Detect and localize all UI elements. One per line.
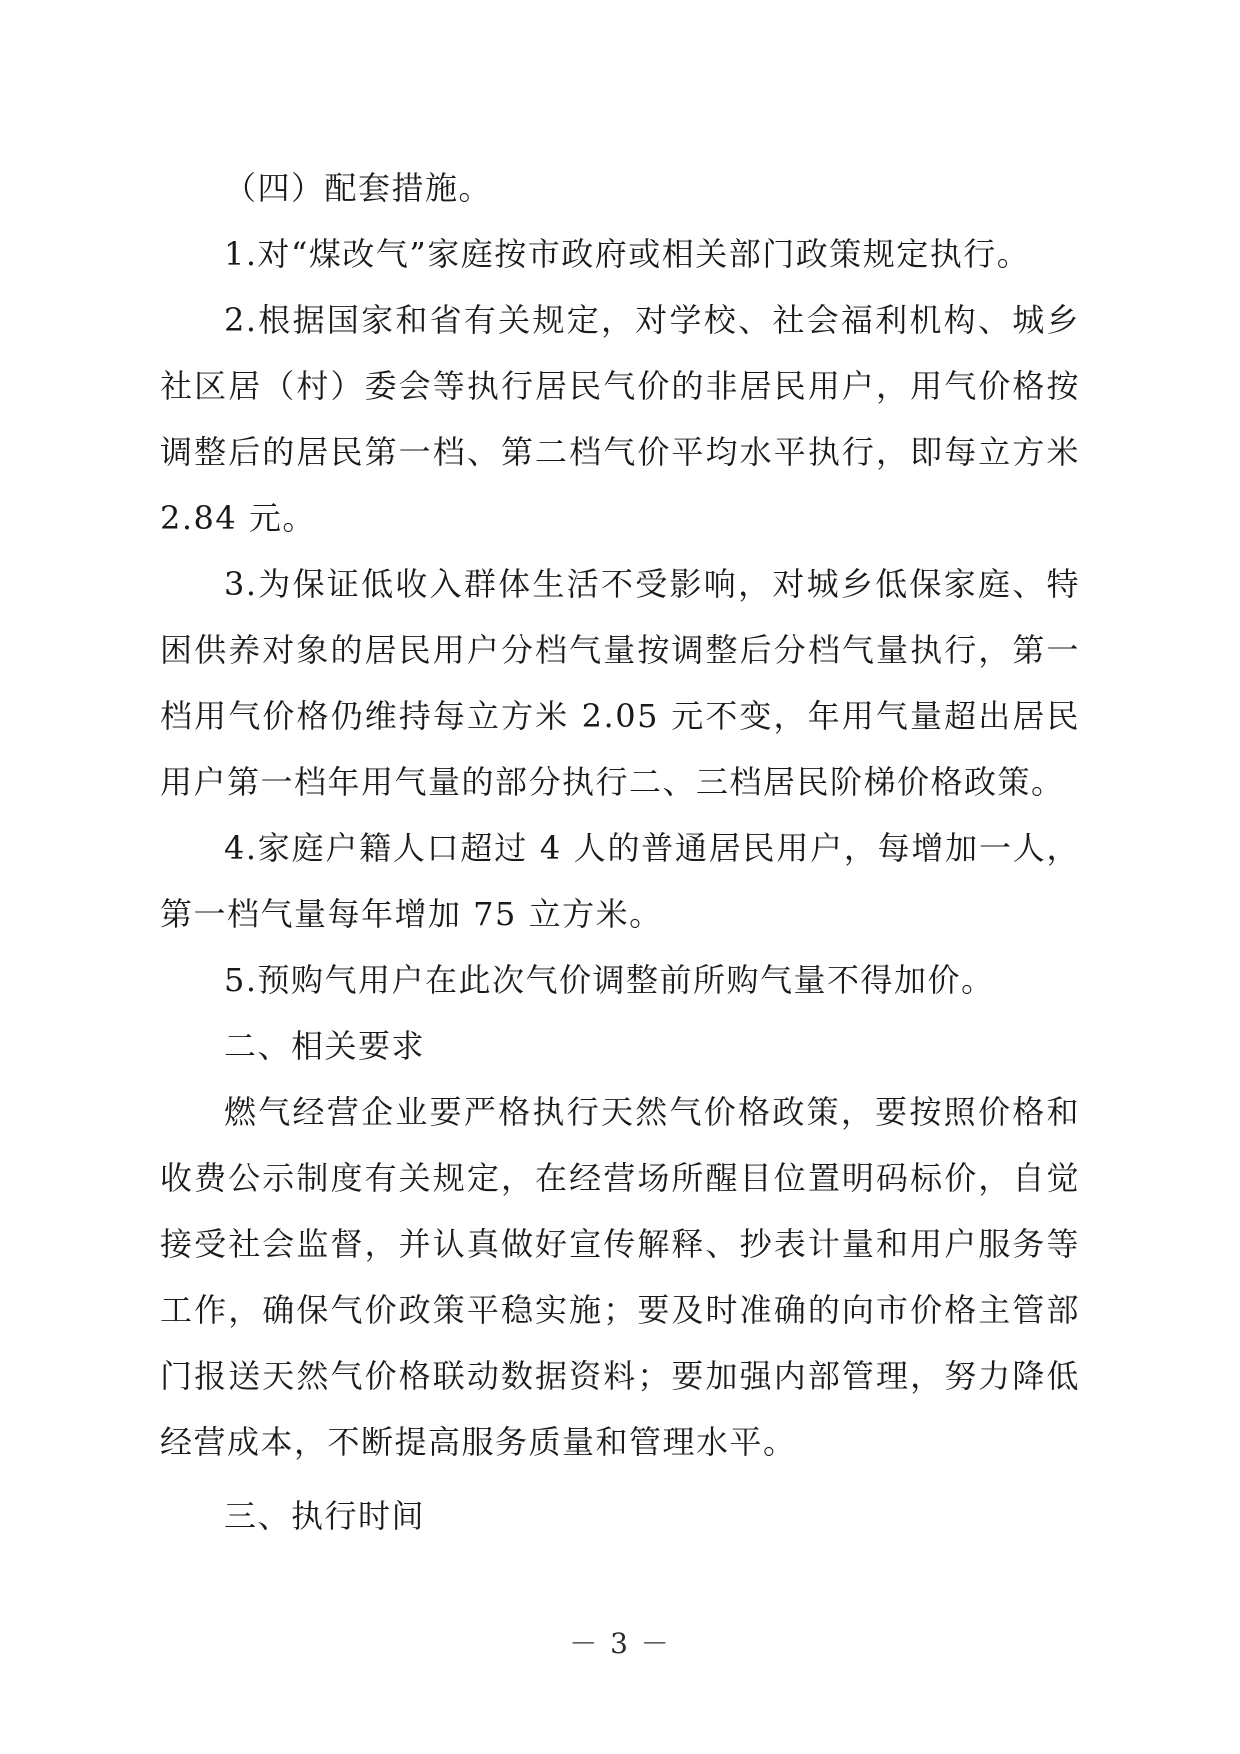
page-number: － 3 － [569, 1627, 671, 1660]
section-measures-title: （四）配套措施。 [224, 169, 493, 207]
section-2-body: 燃气经营企业要严格执行天然气价格政策，要按照价格和收费公示制度有关规定，在经营场所醒目位置明码标价，自觉接受社会监督，并认真做好宣传解释、抄表计量和用户服务等工作，确保气价政策平稳实施；要及时准确的向市价格主管部门报送天然气价格联动数据资料；要加强内部管理，努力降低经营成本，不断提高服务质量和管理水平。 [160, 1093, 1080, 1461]
measure-item-3: 3.为保证低收入群体生活不受影响，对城乡低保家庭、特困供养对象的居民用户分档气量按调整后分档气量执行，第一档用气价格仍维持每立方米 2.05 元不变，年用气量超出居民用户第一档年用气量的部分执行二、三档居民阶梯价格政策。 [160, 565, 1080, 801]
section-3-heading: 三、执行时间 [224, 1497, 426, 1535]
measure-item-2: 2.根据国家和省有关规定，对学校、社会福利机构、城乡社区居（村）委会等执行居民气价的非居民用户，用气价格按调整后的居民第一档、第二档气价平均水平执行，即每立方米 2.84 元。 [160, 301, 1080, 537]
measure-item-5: 5.预购气用户在此次气价调整前所购气量不得加价。 [224, 961, 995, 999]
measure-item-1: 1.对“煤改气”家庭按市政府或相关部门政策规定执行。 [224, 235, 1031, 273]
document-body [160, 155, 1080, 1549]
section-2-heading: 二、相关要求 [224, 1027, 426, 1065]
measure-item-4: 4.家庭户籍人口超过 4 人的普通居民用户，每增加一人，第一档气量每年增加 75 立方米。 [160, 829, 1080, 933]
